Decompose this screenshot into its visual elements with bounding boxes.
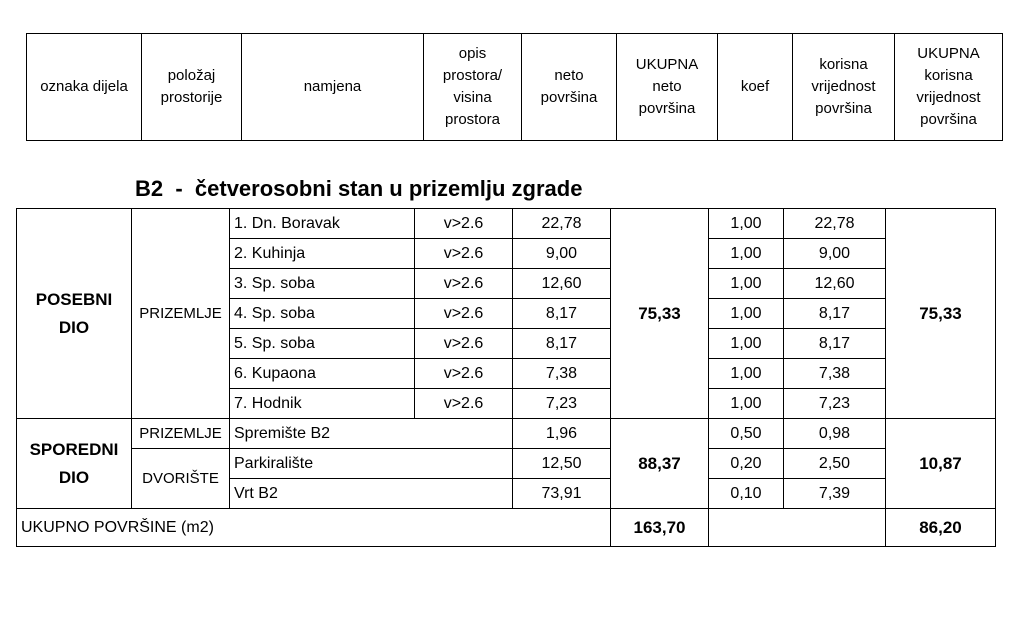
room-neto: 7,38 [513,359,611,389]
posebni-total-korisna: 75,33 [886,209,996,419]
section-title: B2 - četverosobni stan u prizemlju zgrade [135,176,583,201]
room-neto: 8,17 [513,329,611,359]
room-korisna: 22,78 [784,209,886,239]
location-dvoriste: DVORIŠTE [132,449,230,509]
header-table [26,33,1003,141]
room-name: 7. Hodnik [230,389,415,419]
room-korisna: 8,17 [784,329,886,359]
table-row [17,449,996,479]
room-height: v>2.6 [415,329,513,359]
room-height: v>2.6 [415,269,513,299]
room-name: 5. Sp. soba [230,329,415,359]
room-neto: 9,00 [513,239,611,269]
room-korisna: 7,38 [784,359,886,389]
room-neto: 7,23 [513,389,611,419]
room-name: Vrt B2 [230,479,513,509]
room-koef: 1,00 [709,239,784,269]
room-korisna: 9,00 [784,239,886,269]
room-name: 1. Dn. Boravak [230,209,415,239]
header-polozaj-prostorije: položaj prostorije [142,34,242,141]
room-korisna: 7,39 [784,479,886,509]
room-name: Parkiralište [230,449,513,479]
room-koef: 1,00 [709,389,784,419]
total-label: UKUPNO POVRŠINE (m2) [17,509,611,547]
header-korisna-vrijednost: korisna vrijednost površina [793,34,895,141]
room-korisna: 0,98 [784,419,886,449]
sporedni-total-neto: 88,37 [611,419,709,509]
room-neto: 12,60 [513,269,611,299]
header-opis-prostora: opis prostora/ visina prostora [424,34,522,141]
room-height: v>2.6 [415,359,513,389]
room-name: 4. Sp. soba [230,299,415,329]
room-korisna: 8,17 [784,299,886,329]
room-name: 2. Kuhinja [230,239,415,269]
room-name: 3. Sp. soba [230,269,415,299]
room-koef: 1,00 [709,329,784,359]
area-table [16,208,996,547]
location-prizemlje: PRIZEMLJE [132,419,230,449]
total-empty-cell [709,509,886,547]
table-row [17,209,996,239]
header-neto-povrsina: neto površina [522,34,617,141]
room-height: v>2.6 [415,299,513,329]
header-ukupna-korisna-vrijednost: UKUPNA korisna vrijednost površina [895,34,1003,141]
room-koef: 0,50 [709,419,784,449]
room-height: v>2.6 [415,239,513,269]
room-neto: 73,91 [513,479,611,509]
group-label-sporedni: SPOREDNI DIO [17,419,132,509]
header-koef: koef [718,34,793,141]
header-oznaka-dijela: oznaka dijela [27,34,142,141]
posebni-total-neto: 75,33 [611,209,709,419]
sporedni-total-korisna: 10,87 [886,419,996,509]
room-name: Spremište B2 [230,419,513,449]
room-koef: 1,00 [709,299,784,329]
room-neto: 22,78 [513,209,611,239]
table-row [17,419,996,449]
total-row [17,509,996,547]
room-korisna: 7,23 [784,389,886,419]
grand-total-korisna: 86,20 [886,509,996,547]
room-neto: 8,17 [513,299,611,329]
grand-total-neto: 163,70 [611,509,709,547]
room-koef: 0,10 [709,479,784,509]
header-ukupna-neto-povrsina: UKUPNA neto površina [617,34,718,141]
group-label-posebni: POSEBNI DIO [17,209,132,419]
room-koef: 1,00 [709,209,784,239]
room-height: v>2.6 [415,389,513,419]
room-neto: 12,50 [513,449,611,479]
header-namjena: namjena [242,34,424,141]
room-korisna: 2,50 [784,449,886,479]
room-name: 6. Kupaona [230,359,415,389]
room-koef: 0,20 [709,449,784,479]
room-koef: 1,00 [709,269,784,299]
room-korisna: 12,60 [784,269,886,299]
room-koef: 1,00 [709,359,784,389]
room-neto: 1,96 [513,419,611,449]
room-height: v>2.6 [415,209,513,239]
location-prizemlje: PRIZEMLJE [132,209,230,419]
